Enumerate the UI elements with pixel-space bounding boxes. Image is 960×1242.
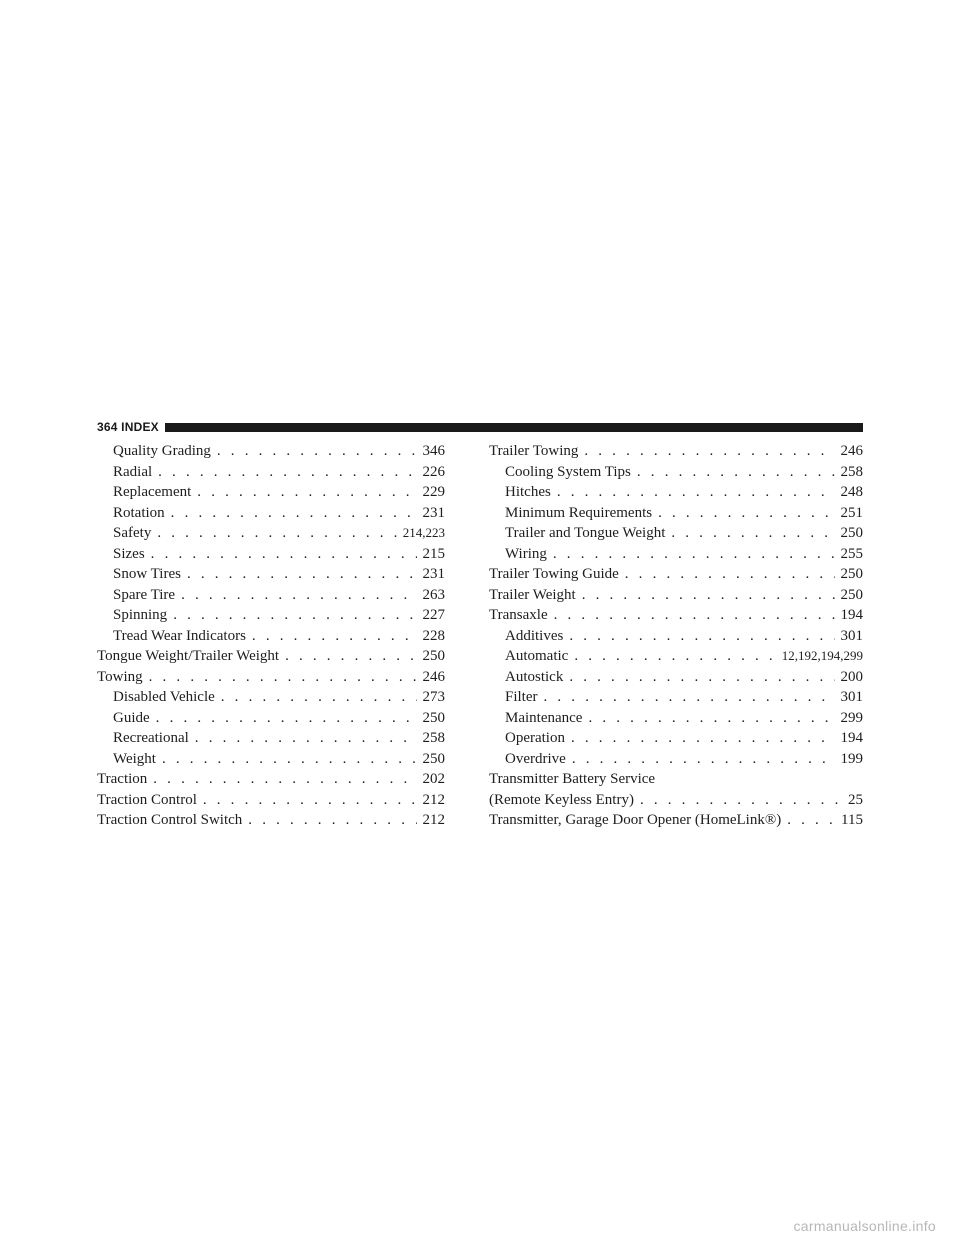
dot-leader	[572, 749, 835, 770]
dot-leader	[584, 441, 834, 462]
dot-leader	[187, 564, 417, 585]
dot-leader	[173, 605, 416, 626]
page-reference: 250	[840, 586, 863, 603]
page-reference: 250	[422, 648, 445, 664]
index-entry	[489, 749, 863, 770]
index-entry	[97, 462, 445, 483]
page-reference: 246	[840, 443, 863, 459]
index-term: Filter	[505, 689, 538, 705]
index-entry	[489, 728, 863, 749]
dot-leader	[571, 728, 835, 749]
page-reference: 258	[840, 463, 863, 480]
dot-leader	[637, 462, 835, 483]
page-reference: 202	[422, 771, 445, 787]
dot-leader	[203, 790, 417, 811]
page-reference: 250	[422, 750, 445, 767]
index-entry	[97, 626, 445, 647]
dot-leader	[156, 708, 417, 729]
dot-leader	[157, 523, 396, 544]
index-entry	[489, 667, 863, 688]
index-entry	[489, 687, 863, 708]
index-term: Trailer Towing	[489, 443, 579, 459]
dot-leader	[252, 626, 417, 647]
page-reference: 228	[422, 627, 445, 644]
index-term: Trailer Towing Guide	[489, 566, 619, 582]
index-entry	[489, 810, 863, 831]
index-entry	[97, 605, 445, 626]
index-entry	[489, 523, 863, 544]
index-term: Additives	[505, 627, 564, 644]
index-entry	[489, 482, 863, 503]
dot-leader	[554, 605, 835, 626]
dot-leader	[544, 687, 835, 708]
dot-leader	[149, 667, 417, 688]
index-entry	[489, 544, 863, 565]
index-entry	[97, 585, 445, 606]
dot-leader	[671, 523, 834, 544]
index-term: Tread Wear Indicators	[113, 627, 246, 644]
page-reference: 248	[840, 484, 863, 500]
index-entry	[489, 503, 863, 524]
index-term: Quality Grading	[113, 443, 211, 459]
index-term: Towing	[97, 668, 143, 685]
dot-leader	[217, 441, 417, 462]
index-entry	[97, 708, 445, 729]
index-term: Transmitter Battery Service	[489, 771, 656, 787]
index-entry	[97, 687, 445, 708]
index-entry	[97, 790, 445, 811]
page-reference: 212	[422, 791, 445, 808]
index-term: Operation	[505, 730, 565, 746]
dot-leader	[181, 585, 416, 606]
index-term: Radial	[113, 463, 153, 480]
dot-leader	[640, 790, 842, 811]
index-term: Recreational	[113, 730, 189, 746]
dot-leader	[582, 585, 835, 606]
index-entry	[97, 523, 445, 544]
index-term: Trailer and Tongue Weight	[505, 525, 666, 541]
dot-leader	[221, 687, 417, 708]
dot-leader	[787, 810, 835, 831]
dot-leader	[162, 749, 417, 770]
dot-leader	[195, 728, 417, 749]
dot-leader	[153, 769, 416, 790]
dot-leader	[588, 708, 834, 729]
index-term: Snow Tires	[113, 566, 181, 582]
index-entry	[489, 626, 863, 647]
page-reference: 199	[840, 750, 863, 767]
page-header	[97, 420, 863, 434]
index-term: Traction	[97, 771, 148, 787]
dot-leader	[197, 482, 416, 503]
dot-leader	[557, 482, 835, 503]
page-reference: 251	[840, 504, 863, 521]
index-entry	[97, 544, 445, 565]
index-entry	[489, 564, 863, 585]
index-term: Wiring	[505, 545, 547, 562]
index-entry	[97, 667, 445, 688]
watermark: carmanualsonline.info	[793, 1218, 936, 1234]
index-entry	[489, 769, 863, 790]
dot-leader	[151, 544, 417, 565]
dot-leader	[574, 646, 775, 667]
index-entry	[489, 605, 863, 626]
index-entry	[97, 810, 445, 831]
index-entry	[97, 749, 445, 770]
page-reference: 231	[422, 504, 445, 521]
index-term: Maintenance	[505, 709, 583, 726]
index-entry	[489, 790, 863, 811]
index-term: Disabled Vehicle	[113, 689, 215, 705]
index-term: Trailer Weight	[489, 586, 576, 603]
index-entry	[97, 646, 445, 667]
index-term: Hitches	[505, 484, 551, 500]
index-entry	[489, 646, 863, 667]
index-term: Spare Tire	[113, 586, 176, 603]
index-column-right	[489, 441, 863, 831]
index-column-left	[97, 441, 445, 831]
page-reference: 255	[840, 545, 863, 562]
index-term: Transaxle	[489, 607, 548, 623]
page-reference: 226	[422, 463, 445, 480]
page-reference: 12,192,194,299	[781, 648, 863, 663]
page-reference: 301	[840, 689, 863, 705]
section-title: INDEX	[121, 420, 159, 434]
page-reference: 258	[422, 730, 445, 746]
index-term: Cooling System Tips	[505, 463, 631, 480]
index-term: Replacement	[113, 484, 192, 500]
index-entry	[97, 482, 445, 503]
index-term: Rotation	[113, 504, 165, 521]
index-entry	[97, 769, 445, 790]
index-entry	[97, 564, 445, 585]
index-term: Safety	[113, 525, 152, 541]
page-reference: 301	[840, 627, 863, 644]
page-reference: 194	[840, 730, 863, 746]
dot-leader	[569, 667, 834, 688]
index-term: Traction Control	[97, 791, 197, 808]
index-entry	[489, 585, 863, 606]
page-reference: 250	[840, 525, 863, 541]
index-term: Traction Control Switch	[97, 812, 243, 828]
page-reference: 231	[422, 566, 445, 582]
dot-leader	[658, 503, 834, 524]
page-number: 364	[97, 420, 118, 434]
header-rule	[165, 423, 863, 432]
page-reference: 215	[422, 545, 445, 562]
page-reference: 263	[422, 586, 445, 603]
page-reference: 25	[848, 791, 863, 808]
index-term: Spinning	[113, 607, 168, 623]
index-entry	[97, 441, 445, 462]
dot-leader	[285, 646, 416, 667]
page-reference: 214,223	[402, 525, 445, 540]
index-entry	[97, 728, 445, 749]
index-term: Automatic	[505, 648, 569, 664]
page-reference: 115	[841, 812, 863, 828]
page-reference: 194	[840, 607, 863, 623]
index-term: Autostick	[505, 668, 564, 685]
page-reference: 273	[422, 689, 445, 705]
dot-leader	[569, 626, 834, 647]
index-term: Transmitter, Garage Door Opener (HomeLink®)	[489, 812, 782, 828]
dot-leader	[553, 544, 835, 565]
dot-leader	[158, 462, 416, 483]
index-term: Sizes	[113, 545, 145, 562]
index-entry	[489, 441, 863, 462]
index-entry	[489, 708, 863, 729]
page-reference: 250	[840, 566, 863, 582]
index-term: Tongue Weight/Trailer Weight	[97, 648, 280, 664]
index-term: Weight	[113, 750, 156, 767]
page-reference: 200	[840, 668, 863, 685]
page-reference: 229	[422, 484, 445, 500]
page-reference: 227	[422, 607, 445, 623]
dot-leader	[171, 503, 417, 524]
index-term: (Remote Keyless Entry)	[489, 791, 634, 808]
index-term: Minimum Requirements	[505, 504, 653, 521]
page-reference: 299	[840, 709, 863, 726]
index-term: Overdrive	[505, 750, 566, 767]
page-reference: 346	[422, 443, 445, 459]
index-entry	[489, 462, 863, 483]
page-reference: 212	[422, 812, 445, 828]
dot-leader	[625, 564, 835, 585]
page-header-label	[97, 420, 159, 434]
index-entry	[97, 503, 445, 524]
page-reference: 250	[422, 709, 445, 726]
page-reference: 246	[422, 668, 445, 685]
dot-leader	[248, 810, 416, 831]
index-term: Guide	[113, 709, 150, 726]
